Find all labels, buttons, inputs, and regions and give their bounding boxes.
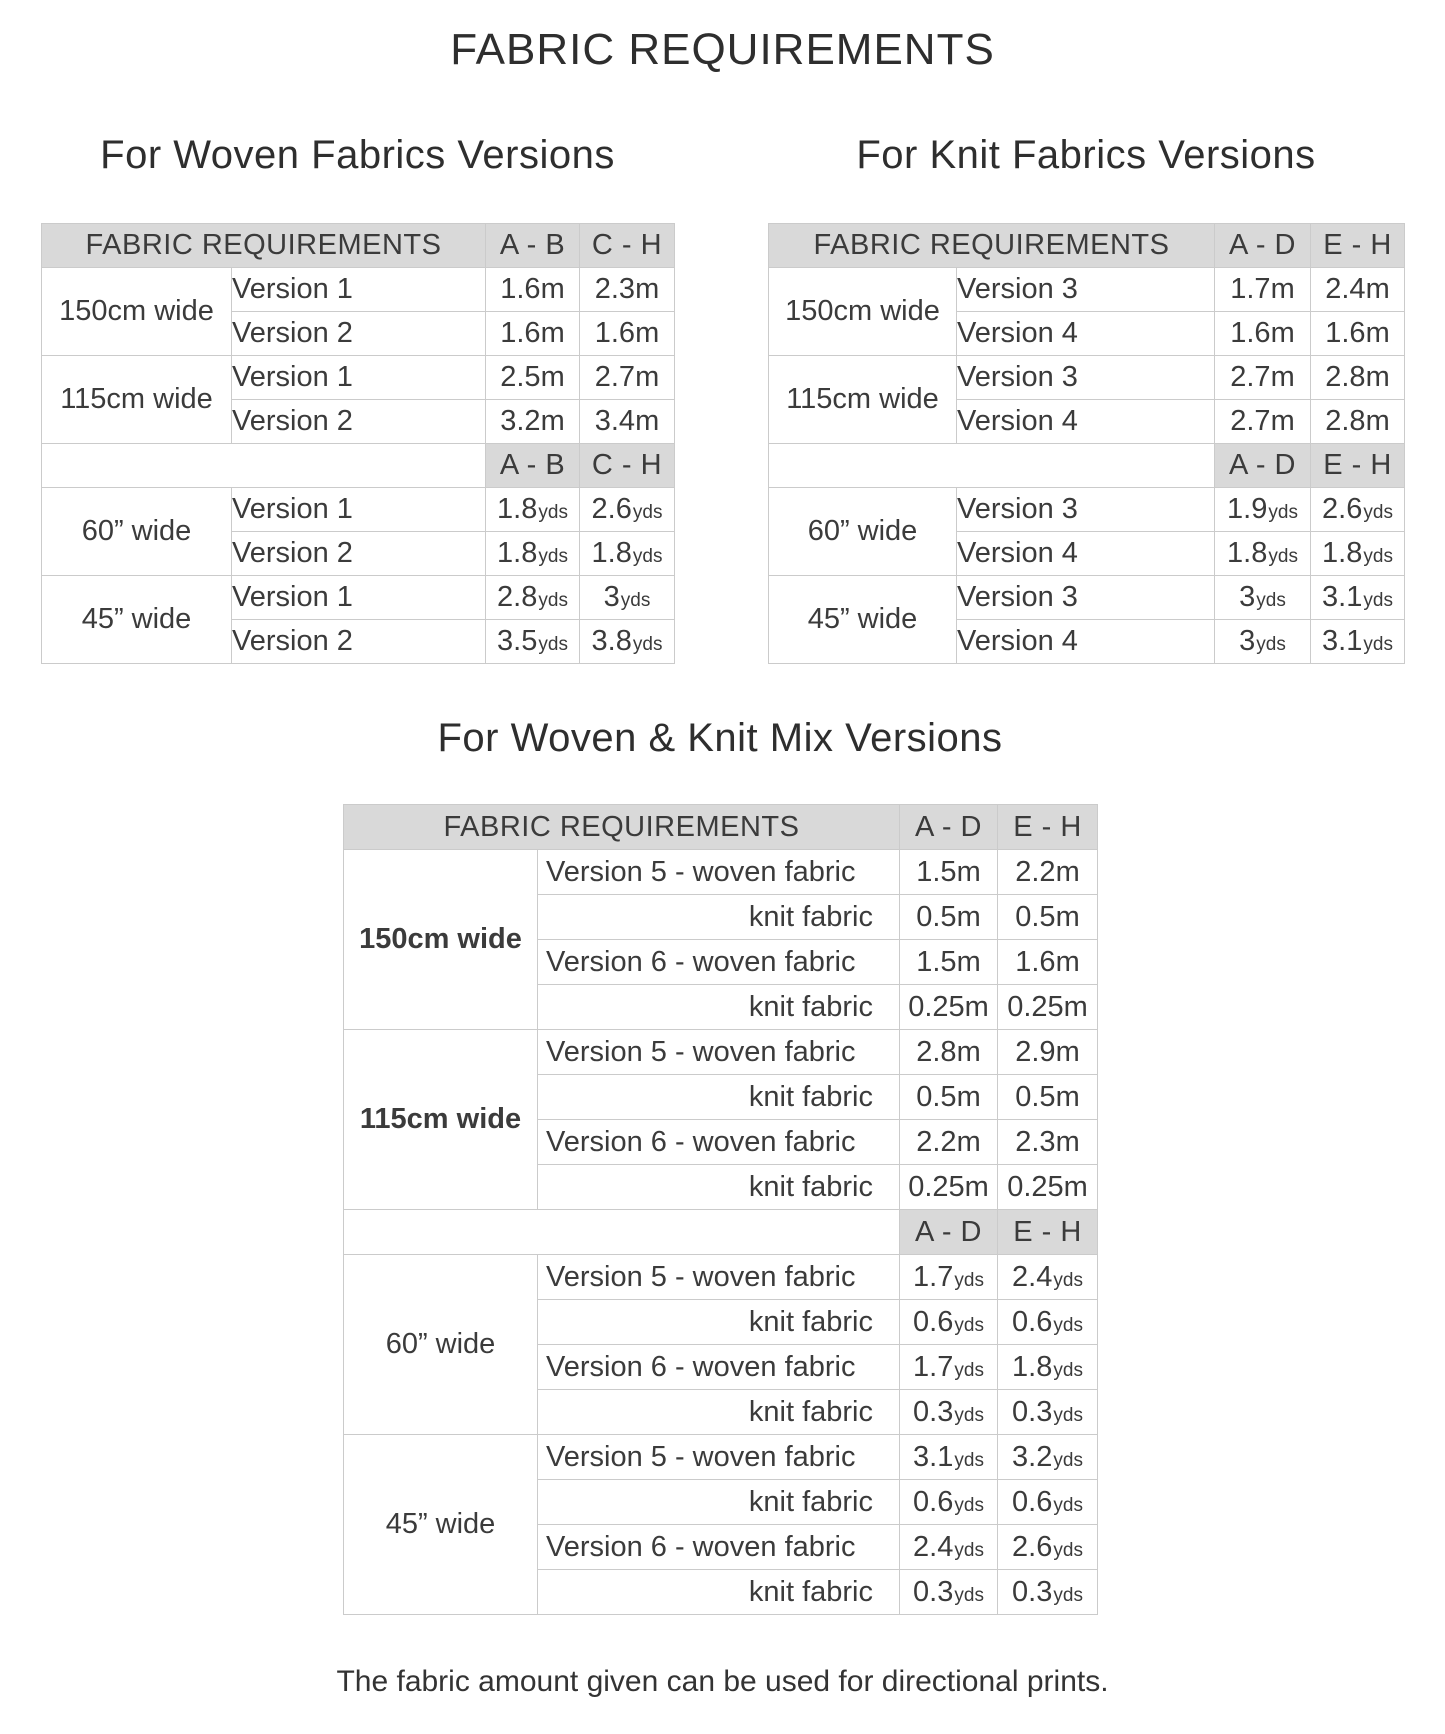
width-label-cell: 115cm wide [769,356,957,444]
table-row [42,488,675,532]
width-label-cell: 60” wide [344,1255,538,1435]
value-cell [900,1435,998,1480]
width-label-cell: 45” wide [344,1435,538,1615]
value-cell: 2.9m [998,1030,1098,1075]
value-cell [1215,576,1311,620]
table-row [769,268,1405,312]
version-cell: Version 5 - woven fabric [538,850,900,895]
table-row [769,576,1405,620]
knit-section-title: For Knit Fabrics Versions [856,133,1316,177]
value-cell: 0.5m [900,1075,998,1120]
version-cell: Version 2 [232,532,486,576]
value-unit: yds [954,1359,984,1381]
version-cell: Version 6 - woven fabric [538,1525,900,1570]
value-number: 3 [1239,581,1256,613]
value-unit: yds [1256,634,1286,655]
value-unit: yds [954,1449,984,1471]
value-cell [998,1570,1098,1615]
value-cell [486,576,580,620]
value-number: 1.8 [591,537,632,569]
value-unit: yds [1053,1269,1083,1291]
value-cell: 2.8m [900,1030,998,1075]
value-cell [1311,576,1405,620]
value-cell: 3.2m [486,400,580,444]
table-row [344,850,1098,895]
value-cell: 1.6m [486,268,580,312]
woven-fabrics-table [41,223,675,664]
value-unit: yds [954,1539,984,1561]
version-cell: Version 5 - woven fabric [538,1255,900,1300]
value-unit: yds [538,590,568,611]
table-header-row [769,224,1405,268]
value-number: 2.4 [913,1530,954,1563]
value-unit: yds [538,502,568,523]
version-cell: Version 1 [232,268,486,312]
value-unit: yds [538,634,568,655]
value-cell [1215,532,1311,576]
width-label-cell: 45” wide [42,576,232,664]
size-range-header: A - D [900,1210,998,1255]
value-cell: 0.25m [998,1165,1098,1210]
version-cell: knit fabric [538,1570,900,1615]
value-cell: 1.5m [900,850,998,895]
table-row [769,488,1405,532]
value-number: 0.3 [1012,1395,1053,1428]
value-unit: yds [954,1404,984,1426]
version-cell: knit fabric [538,1165,900,1210]
value-unit: yds [1268,502,1298,523]
table-header-row [42,224,675,268]
size-range-header: A - D [1215,224,1311,268]
value-cell [1311,620,1405,664]
value-cell: 2.5m [486,356,580,400]
value-number: 0.6 [1012,1485,1053,1518]
value-unit: yds [632,634,663,655]
version-cell: Version 6 - woven fabric [538,1120,900,1165]
value-number: 3.1 [913,1440,954,1473]
value-cell: 2.7m [1215,400,1311,444]
value-number: 0.3 [913,1395,954,1428]
width-label-cell: 45” wide [769,576,957,664]
version-cell: knit fabric [538,1075,900,1120]
value-cell [1311,488,1405,532]
version-cell: Version 2 [232,620,486,664]
value-cell: 2.2m [900,1120,998,1165]
value-cell [998,1345,1098,1390]
table-row [42,268,675,312]
page-title: FABRIC REQUIREMENTS [450,25,995,74]
version-cell: knit fabric [538,895,900,940]
value-number: 1.8 [497,493,538,525]
table-row [344,1435,1098,1480]
value-cell [580,576,675,620]
value-number: 3.1 [1322,625,1363,657]
value-number: 0.3 [1012,1575,1053,1608]
size-range-header: E - H [1311,224,1405,268]
size-range-header: C - H [580,224,675,268]
version-cell: knit fabric [538,985,900,1030]
width-label-cell: 60” wide [769,488,957,576]
version-cell: Version 4 [957,400,1215,444]
value-number: 1.8 [1012,1350,1053,1383]
mix-versions-section [343,714,1097,1615]
value-cell: 1.6m [1311,312,1405,356]
value-cell: 0.5m [900,895,998,940]
value-unit: yds [1268,546,1298,567]
table-row [42,576,675,620]
value-cell: 2.4m [1311,268,1405,312]
value-number: 1.8 [497,537,538,569]
value-cell: 1.6m [580,312,675,356]
band-spacer-cell [344,1210,900,1255]
size-range-header: E - H [1311,444,1405,488]
value-number: 3.5 [497,625,538,657]
value-cell [900,1480,998,1525]
table-row [344,1255,1098,1300]
version-cell: Version 5 - woven fabric [538,1435,900,1480]
value-number: 3 [603,581,620,613]
directional-prints-note: The fabric amount given can be used for directional prints. [336,1665,1109,1698]
value-number: 3 [1239,625,1256,657]
value-cell [1215,620,1311,664]
value-cell: 2.7m [580,356,675,400]
value-cell [1215,488,1311,532]
value-cell [998,1300,1098,1345]
value-cell: 0.25m [998,985,1098,1030]
size-range-header: E - H [998,805,1098,850]
value-cell [486,532,580,576]
value-number: 0.3 [913,1575,954,1608]
woven-fabrics-section [41,131,674,664]
value-number: 0.6 [913,1305,954,1338]
version-cell: Version 4 [957,532,1215,576]
value-unit: yds [1363,546,1393,567]
woven-section-title: For Woven Fabrics Versions [100,133,615,177]
version-cell: knit fabric [538,1300,900,1345]
value-cell: 0.25m [900,985,998,1030]
width-label-cell: 150cm wide [42,268,232,356]
version-cell: Version 2 [232,400,486,444]
width-label-cell: 150cm wide [344,850,538,1030]
band-header-row [344,1210,1098,1255]
mix-section-title: For Woven & Knit Mix Versions [437,716,1003,760]
value-number: 1.8 [1322,537,1363,569]
band-spacer-cell [42,444,486,488]
value-cell: 2.2m [998,850,1098,895]
version-cell: Version 1 [232,488,486,532]
value-cell [900,1300,998,1345]
value-cell [486,620,580,664]
value-cell [900,1345,998,1390]
value-cell: 0.5m [998,895,1098,940]
value-cell [998,1480,1098,1525]
value-unit: yds [1053,1404,1083,1426]
value-unit: yds [1363,634,1393,655]
value-cell: 1.5m [900,940,998,985]
value-cell [900,1525,998,1570]
band-header-row [769,444,1405,488]
size-range-header: C - H [580,444,675,488]
version-cell: Version 6 - woven fabric [538,940,900,985]
version-cell: Version 1 [232,356,486,400]
value-unit: yds [954,1494,984,1516]
version-cell: Version 2 [232,312,486,356]
size-range-header: A - B [486,224,580,268]
band-spacer-cell [769,444,1215,488]
value-cell [998,1525,1098,1570]
knit-fabrics-table [768,223,1405,664]
value-unit: yds [1256,590,1286,611]
version-cell: Version 4 [957,312,1215,356]
size-range-header: A - B [486,444,580,488]
value-cell [486,488,580,532]
table-row [344,1030,1098,1075]
value-number: 1.9 [1227,493,1268,525]
size-range-header: A - D [1215,444,1311,488]
value-number: 2.6 [1322,493,1363,525]
value-unit: yds [1053,1359,1083,1381]
version-cell: Version 3 [957,576,1215,620]
value-cell: 2.7m [1215,356,1311,400]
value-cell: 1.6m [1215,312,1311,356]
value-cell: 0.5m [998,1075,1098,1120]
value-cell: 0.25m [900,1165,998,1210]
value-unit: yds [1053,1494,1083,1516]
value-cell: 1.6m [486,312,580,356]
value-cell [580,488,675,532]
fabric-requirements-header: FABRIC REQUIREMENTS [344,805,900,850]
value-unit: yds [1363,590,1393,611]
value-number: 1.8 [1227,537,1268,569]
version-cell: knit fabric [538,1390,900,1435]
value-cell [580,532,675,576]
version-cell: Version 1 [232,576,486,620]
value-unit: yds [1053,1539,1083,1561]
value-cell [998,1435,1098,1480]
value-cell: 2.8m [1311,400,1405,444]
value-cell [998,1255,1098,1300]
value-cell [998,1390,1098,1435]
value-unit: yds [538,546,568,567]
value-number: 1.7 [913,1260,954,1293]
value-cell [580,620,675,664]
value-cell [900,1390,998,1435]
value-cell: 2.8m [1311,356,1405,400]
value-number: 2.6 [591,493,632,525]
size-range-header: E - H [998,1210,1098,1255]
value-unit: yds [954,1314,984,1336]
version-cell: Version 3 [957,488,1215,532]
value-cell [900,1255,998,1300]
value-number: 2.6 [1012,1530,1053,1563]
table-header-row [344,805,1098,850]
value-unit: yds [954,1269,984,1291]
fabric-requirements-header: FABRIC REQUIREMENTS [769,224,1215,268]
value-unit: yds [632,546,663,567]
value-number: 0.6 [913,1485,954,1518]
value-unit: yds [1363,502,1393,523]
value-unit: yds [1053,1449,1083,1471]
value-unit: yds [954,1584,984,1606]
value-unit: yds [1053,1314,1083,1336]
value-cell: 2.3m [998,1120,1098,1165]
value-cell: 2.3m [580,268,675,312]
value-number: 0.6 [1012,1305,1053,1338]
fabric-requirements-header: FABRIC REQUIREMENTS [42,224,486,268]
version-cell: Version 3 [957,268,1215,312]
value-cell: 1.7m [1215,268,1311,312]
band-header-row [42,444,675,488]
width-label-cell: 115cm wide [344,1030,538,1210]
value-cell [900,1570,998,1615]
version-cell: knit fabric [538,1480,900,1525]
value-unit: yds [1053,1584,1083,1606]
width-label-cell: 150cm wide [769,268,957,356]
value-number: 3.1 [1322,581,1363,613]
width-label-cell: 60” wide [42,488,232,576]
value-number: 1.7 [913,1350,954,1383]
value-number: 3.2 [1012,1440,1053,1473]
value-number: 3.8 [591,625,632,657]
table-row [42,356,675,400]
value-number: 2.8 [497,581,538,613]
value-unit: yds [620,590,651,611]
version-cell: Version 5 - woven fabric [538,1030,900,1075]
knit-fabrics-section [768,131,1404,664]
version-cell: Version 4 [957,620,1215,664]
version-cell: Version 6 - woven fabric [538,1345,900,1390]
table-row [769,356,1405,400]
value-number: 2.4 [1012,1260,1053,1293]
woven-knit-mix-table [343,804,1098,1615]
version-cell: Version 3 [957,356,1215,400]
value-cell: 3.4m [580,400,675,444]
value-cell: 1.6m [998,940,1098,985]
value-unit: yds [632,502,663,523]
width-label-cell: 115cm wide [42,356,232,444]
value-cell [1311,532,1405,576]
size-range-header: A - D [900,805,998,850]
